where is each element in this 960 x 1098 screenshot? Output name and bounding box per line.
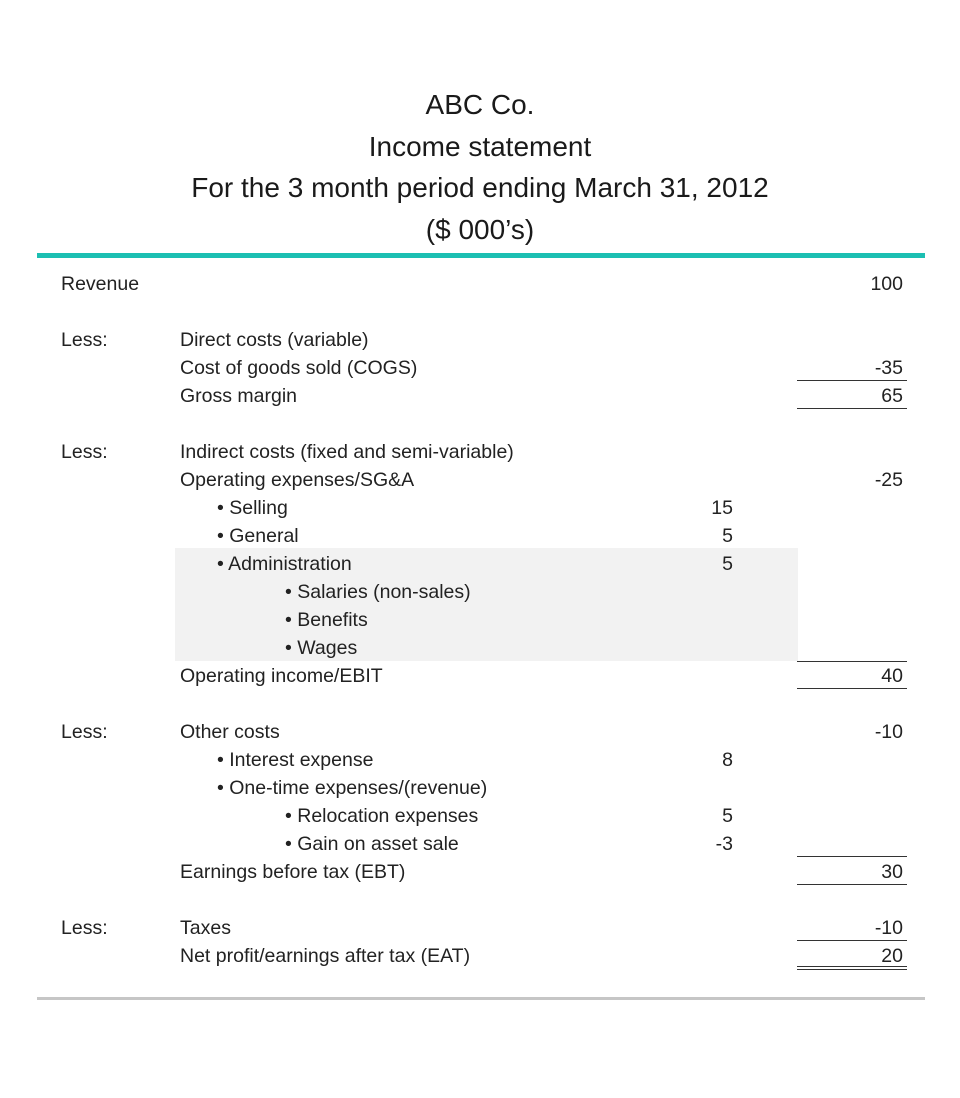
- table-row: [0, 270, 960, 298]
- table-row: [0, 634, 960, 662]
- less-label: Less:: [61, 917, 108, 939]
- statement-header: [0, 84, 960, 250]
- total-underline: [797, 380, 907, 381]
- line-item-label: • General: [217, 525, 299, 547]
- statement-period: For the 3 month period ending March 31, 2012: [191, 172, 769, 203]
- total-underline: [797, 940, 907, 941]
- total-amount: -35: [874, 357, 903, 379]
- line-item-label: • Selling: [217, 497, 288, 519]
- table-row: [0, 382, 960, 410]
- line-item-label: • Benefits: [285, 609, 368, 631]
- total-amount: 20: [881, 945, 903, 967]
- total-underline: [797, 856, 907, 857]
- table-row: [0, 802, 960, 830]
- line-item-label: • One-time expenses/(revenue): [217, 777, 488, 799]
- total-underline: [797, 661, 907, 662]
- statement-units: ($ 000’s): [425, 213, 535, 245]
- total-amount: 40: [881, 665, 903, 687]
- line-item-label: • Administration: [217, 553, 352, 575]
- line-item-label: Earnings before tax (EBT): [180, 861, 406, 883]
- table-row: [0, 494, 960, 522]
- less-label: Less:: [61, 721, 108, 743]
- statement-title: Income statement: [368, 130, 592, 162]
- line-item-label: Operating income/EBIT: [180, 665, 383, 687]
- table-row: [0, 774, 960, 802]
- line-item-label: Cost of goods sold (COGS): [180, 357, 418, 379]
- line-item-label: • Wages: [285, 637, 358, 659]
- table-row: [0, 438, 960, 466]
- sub-amount: 5: [722, 525, 733, 547]
- table-row: [0, 522, 960, 550]
- line-item-label: Net profit/earnings after tax (EAT): [180, 945, 471, 967]
- table-row: [0, 662, 960, 690]
- total-underline: [797, 884, 907, 885]
- table-row: [0, 550, 960, 578]
- line-item-label: Other costs: [180, 721, 280, 743]
- table-row: [0, 746, 960, 774]
- total-underline: [797, 688, 907, 689]
- line-item-label: Revenue: [61, 273, 140, 295]
- total-amount: -10: [874, 721, 903, 743]
- line-item-label: Operating expenses/SG&A: [180, 469, 415, 491]
- line-item-label: Direct costs (variable): [180, 329, 369, 351]
- double-underline: [797, 966, 907, 970]
- table-row: [0, 718, 960, 746]
- table-row: [0, 326, 960, 354]
- sub-amount: 15: [711, 497, 733, 519]
- line-item-label: Gross margin: [180, 385, 298, 407]
- sub-amount: 8: [722, 749, 733, 771]
- total-amount: -25: [874, 469, 903, 491]
- total-amount: 65: [881, 385, 903, 407]
- company-name: ABC Co.: [425, 89, 535, 120]
- line-item-label: • Relocation expenses: [285, 805, 479, 827]
- table-row: [0, 354, 960, 382]
- total-amount: -10: [874, 917, 903, 939]
- line-item-label: Taxes: [180, 917, 231, 939]
- total-underline: [797, 408, 907, 409]
- table-row: [0, 466, 960, 494]
- sub-amount: -3: [715, 833, 733, 855]
- table-row: [0, 858, 960, 886]
- total-amount: 100: [870, 273, 903, 295]
- sub-amount: 5: [722, 805, 733, 827]
- line-item-label: • Salaries (non-sales): [285, 581, 471, 603]
- sub-amount: 5: [722, 553, 733, 575]
- table-row: [0, 606, 960, 634]
- line-item-label: • Interest expense: [217, 749, 374, 771]
- table-row: [0, 578, 960, 606]
- footer-divider: [37, 997, 925, 1000]
- table-row: [0, 914, 960, 942]
- line-item-label: Indirect costs (fixed and semi-variable): [180, 441, 514, 463]
- total-amount: 30: [881, 861, 903, 883]
- less-label: Less:: [61, 441, 108, 463]
- line-item-label: • Gain on asset sale: [285, 833, 459, 855]
- less-label: Less:: [61, 329, 108, 351]
- header-divider: [37, 253, 925, 258]
- table-row: [0, 830, 960, 858]
